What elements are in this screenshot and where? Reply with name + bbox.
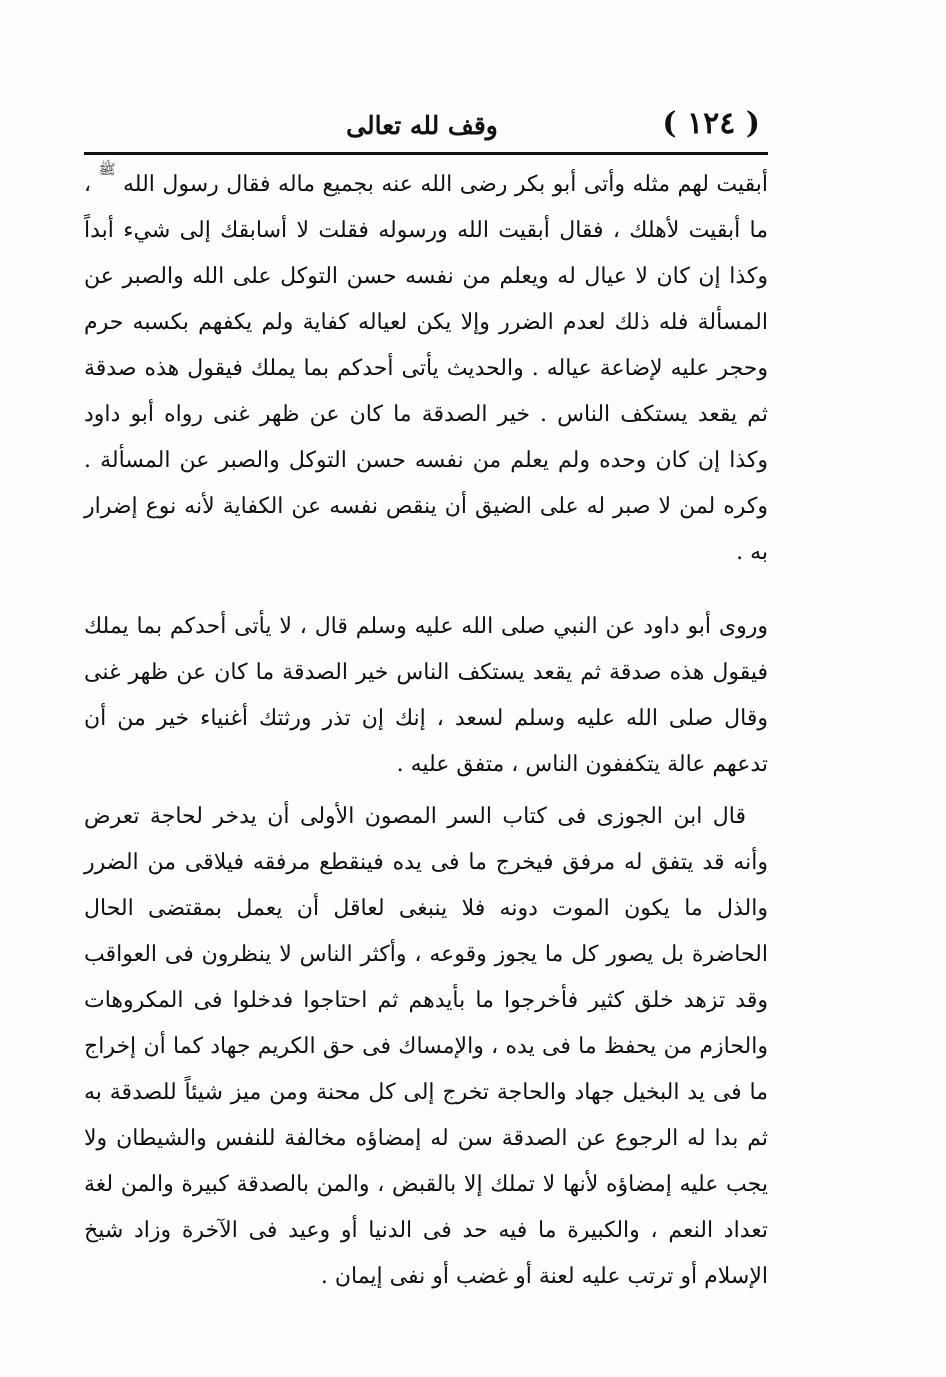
running-title: وقف لله تعالى — [346, 111, 498, 140]
page-number: ( ١٢٤ ) — [662, 106, 760, 141]
paragraph-text-after-honorific: ، ما أبقيت لأهلك ، فقال أبقيت الله ورسوله فقلت لا أسابقك إلى شيء أبداً وكذا إن كان لا عيال له ويعلم من نفسه حسن التوكل على الله والصبر عن المسألة فله ذلك لعدم الضرر وإلا يكن لعياله كفاية ولم يكفهم بكسبه حرم وحجر عليه لإضاعة عياله . والحديث يأتى أحدكم بما يملك فيقول هذه صدقة ثم يقعد يستكف الناس . خير الصدقة ما كان عن ظهر غنى رواه أبو داود وكذا إن كان وحده ولم يعلم من نفسه حسن التوكل والصبر عن المسألة . وكره لمن لا صبر له على الضيق أن ينقص نفسه عن الكفاية لأنه نوع إضرار به . — [84, 172, 768, 565]
paragraph: قال ابن الجوزى فى كتاب السر المصون الأولى أن يدخر لحاجة تعرض وأنه قد يتفق له مرفق فيخرج ما فى يده فينقطع مرفقه فيلاقى من الضرر والذل ما يكون الموت دونه فلا ينبغى لعاقل أن يعمل بمقتضى الحال الحاضرة بل يصور كل ما يجوز وقوعه ، وأكثر الناس لا ينظرون فى العواقب وقد تزهد خلق كثير فأخرجوا ما بأيدهم ثم احتاجوا فدخلوا فى المكروهات والحازم من يحفظ ما فى يده ، والإمساك فى حق الكريم جهاد كما أن إخراج ما فى يد البخيل جهاد والحاجة تخرج إلى كل محنة ومن ميز شيئاً للصدقة به ثم بدا له الرجوع عن الصدقة سن له إمضاؤه مخالفة للنفس والشيطان ولا يجب عليه إمضاؤه لأنها لا تملك إلا بالقبض ، والمن بالصدقة كبيرة والمن لغة تعداد النعم ، والكبيرة ما فيه حد فى الدنيا أو وعيد فى الآخرة وزاد شيخ الإسلام أو ترتب عليه لعنة أو غضب أو نفى إيمان . — [84, 804, 768, 1289]
header-rule — [84, 152, 768, 155]
page-header — [84, 100, 760, 150]
body-text — [84, 162, 768, 1300]
paragraph — [84, 162, 768, 576]
paragraph-text-before-honorific: أبقيت لهم مثله وأتى أبو بكر رضى الله عنه بجميع ماله فقال رسول الله — [123, 172, 769, 197]
paragraph: وروى أبو داود عن النبي صلى الله عليه وسلم قال ، لا يأتى أحدكم بما يملك فيقول هذه صدقة ثم يقعد يستكف الناس خير الصدقة ما كان عن ظهر غنى وقال صلى الله عليه وسلم لسعد ، إنك إن تذر ورثتك أغنياء خير من أن تدعهم عالة يتكففون الناس ، متفق عليه . — [84, 614, 768, 777]
honorific-mark: ﷺ — [98, 162, 116, 178]
